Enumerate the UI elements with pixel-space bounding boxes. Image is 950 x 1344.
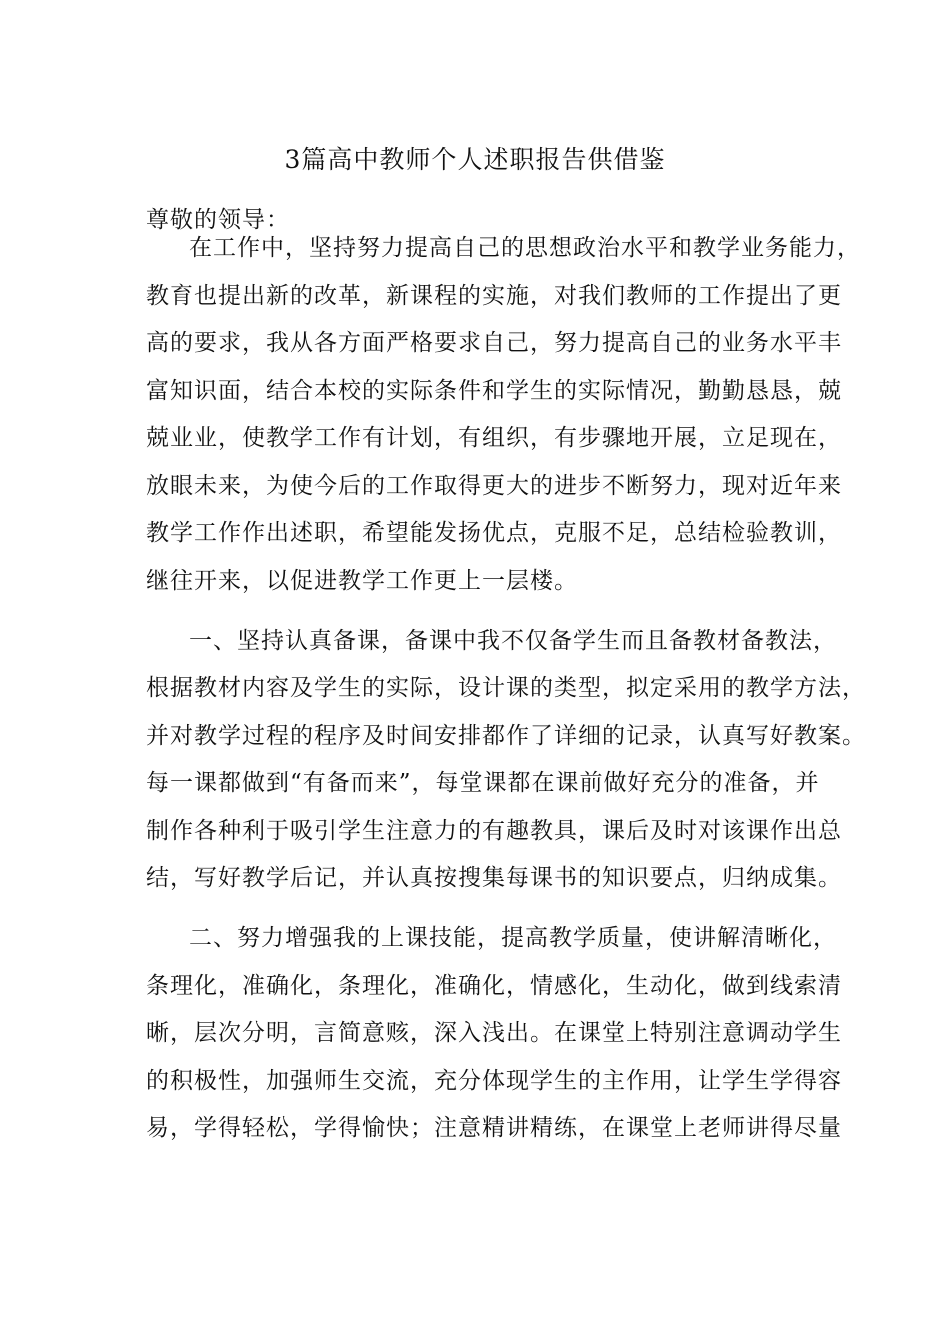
paragraph-3-line-5: 易，学得轻松，学得愉快；注意精讲精练，在课堂上老师讲得尽量 — [146, 1115, 842, 1141]
paragraph-1-line-3: 高的要求，我从各方面严格要求自己，努力提高自己的业务水平丰 — [146, 330, 842, 356]
paragraph-2-line-4: 每一课都做到“有备而来”，每堂课都在课前做好充分的准备，并 — [146, 770, 820, 796]
paragraph-1-line-4: 富知识面，结合本校的实际条件和学生的实际情况，勤勤恳恳，兢 — [146, 378, 842, 404]
paragraph-3-line-4: 的积极性，加强师生交流，充分体现学生的主作用，让学生学得容 — [146, 1068, 842, 1094]
paragraph-2-line-2: 根据教材内容及学生的实际，设计课的类型，拟定采用的教学方法， — [146, 675, 866, 701]
paragraph-2-line-3: 并对教学过程的程序及时间安排都作了详细的记录，认真写好教案。 — [146, 723, 866, 749]
paragraph-1-line-1: 在工作中，坚持努力提高自己的思想政治水平和教学业务能力， — [189, 235, 861, 261]
paragraph-2-line-6: 结，写好教学后记，并认真按搜集每课书的知识要点，归纳成集。 — [146, 865, 842, 891]
paragraph-1-line-6: 放眼未来，为使今后的工作取得更大的进步不断努力，现对近年来 — [146, 473, 842, 499]
paragraph-3-line-1: 二、努力增强我的上课技能，提高教学质量，使讲解清晰化， — [189, 925, 837, 951]
document-title: 3篇高中教师个人述职报告供借鉴 — [284, 145, 666, 174]
paragraph-3-line-2: 条理化，准确化，条理化，准确化，情感化，生动化，做到线索清 — [146, 973, 842, 999]
paragraph-1-line-7: 教学工作作出述职，希望能发扬优点，克服不足，总结检验教训， — [146, 520, 842, 546]
paragraph-2-line-5: 制作各种利于吸引学生注意力的有趣教具，课后及时对该课作出总 — [146, 818, 842, 844]
paragraph-1-line-2: 教育也提出新的改革，新课程的实施，对我们教师的工作提出了更 — [146, 283, 842, 309]
paragraph-2-line-1: 一、坚持认真备课，备课中我不仅备学生而且备教材备教法， — [189, 628, 837, 654]
paragraph-1-line-8: 继往开来，以促进教学工作更上一层楼。 — [146, 568, 578, 594]
paragraph-3-line-3: 晰，层次分明，言简意赅，深入浅出。在课堂上特别注意调动学生 — [146, 1020, 842, 1046]
paragraph-1-line-5: 兢业业，使教学工作有计划，有组织，有步骤地开展，立足现在， — [146, 425, 842, 451]
greeting: 尊敬的领导： — [146, 207, 290, 233]
